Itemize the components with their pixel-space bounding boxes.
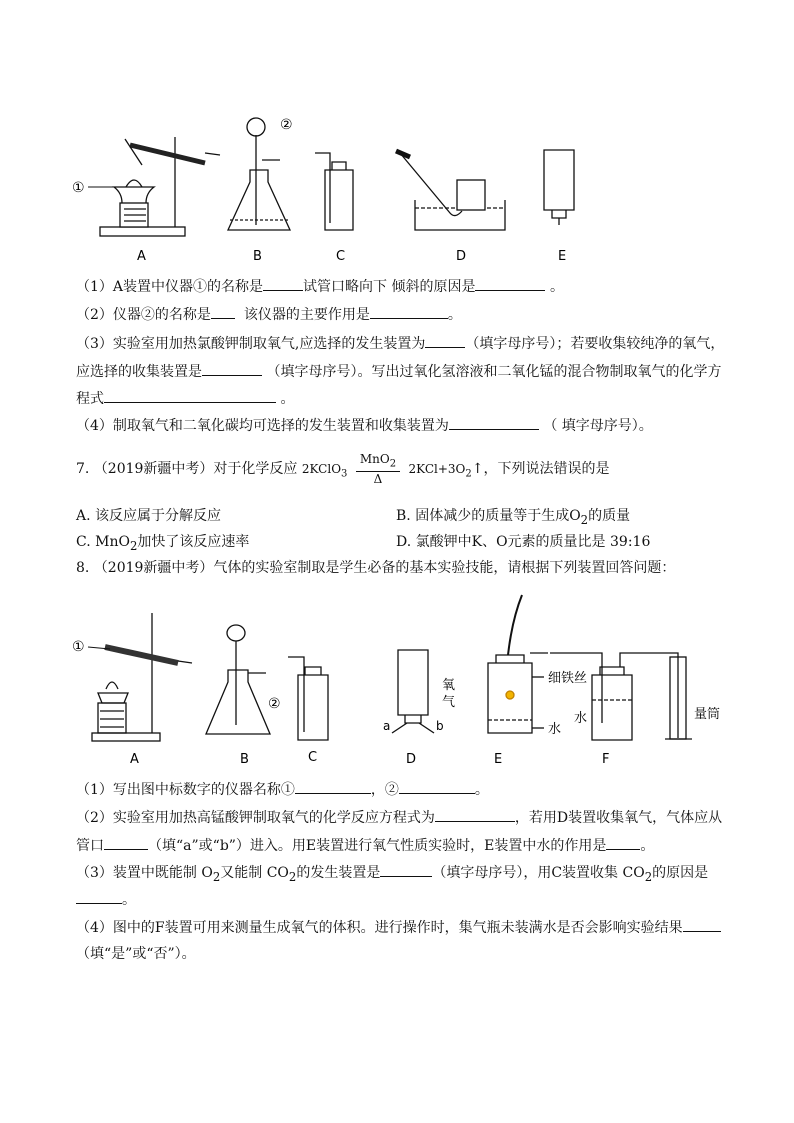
oxygen-label-1: 氧 [442, 678, 456, 693]
q8-part3-line1: （3）装置中既能制 $O_2$又能制 $CO_2$的发生装置是 （填字母序号），用C装置收集 $CO_2$的原因是 [76, 862, 708, 887]
port-a: a [383, 719, 391, 733]
q7-stem: 7. （2019新疆中考）对于化学反应 2KClO$_3$ $\frac{MnO_2}{\Delta}$ $2KCl+3O_2↑$，下列说法错误的是 [76, 451, 610, 487]
water-label-e: 水 [548, 722, 562, 737]
q7-option-b: B. 固体减少的质量等于生成$O_2$的质量 [396, 508, 631, 527]
q6-part1: （1）A装置中仪器①的名称是 试管口略向下 倾斜的原因是 。 [76, 276, 564, 297]
iron-wire-label: 细铁丝 [548, 671, 588, 686]
q7-option-d: D. 氯酸钾中K、O元素的质量比是 39:16 [396, 534, 651, 550]
q6-part2: （2）仪器②的名称是 该仪器的主要作用是 。 [76, 304, 462, 325]
q8-stem: 8. （2019新疆中考）气体的实验室制取是学生必备的基本实验技能，请根据下列装置回答问题： [76, 560, 676, 576]
port-b: b [436, 719, 444, 733]
label-E: E [558, 249, 567, 264]
q8-part1: （1）写出图中标数字的仪器名称① ，② 。 [76, 779, 489, 800]
label-A: A [137, 249, 146, 264]
label-B: B [240, 752, 249, 767]
label-F: F [602, 752, 610, 767]
marker-1: ① [72, 639, 85, 655]
stand-base [100, 227, 185, 236]
q6-part3-line3: 程式 。 [76, 388, 294, 409]
q8-part2-line1: （2）实验室用加热高锰酸钾制取氧气的化学反应方程式为 ，若用D装置收集氧气，气体应从 [76, 807, 722, 828]
oxygen-label-2: 气 [442, 695, 456, 710]
cylinder-label: 量筒 [694, 707, 721, 722]
label-C: C [308, 750, 318, 765]
apparatus-figure-1 [70, 105, 670, 267]
q6-part4: （4）制取氧气和二氧化碳均可选择的发生装置和收集装置为 （ 填字母序号）。 [76, 415, 653, 436]
label-D: D [456, 249, 467, 264]
apparatus-figure-2 [70, 585, 750, 770]
marker-1: ① [72, 180, 85, 196]
q8-part4-line1: （4）图中的F装置可用来测量生成氧气的体积。进行操作时，集气瓶未装满水是否会影响实验结果 [76, 917, 721, 938]
label-A: A [130, 752, 139, 767]
q7-option-a: A. 该反应属于分解反应 [76, 508, 222, 524]
label-D: D [406, 752, 417, 767]
marker-2: ② [268, 696, 281, 712]
q8-part3-line2: 。 [76, 889, 136, 910]
water-label-f: 水 [574, 711, 588, 726]
q8-part2-line2: 管口 （填“a”或“b”）进入。用E装置进行氧气性质实验时，E装置中水的作用是 。 [76, 835, 654, 856]
q6-part3-line1: （3）实验室用加热氯酸钾制取氧气,应选择的发生装置为 （填字母序号）；若要收集较纯净的氧气， [76, 333, 724, 354]
label-E: E [494, 752, 503, 767]
label-B: B [253, 249, 262, 264]
q8-part4-line2: （填“是”或“否”）。 [76, 946, 196, 962]
reaction-condition: $\frac{MnO_2}{\Delta}$ [356, 452, 400, 486]
q7-option-c: C. MnO$_2$加快了该反应速率 [76, 534, 250, 553]
label-C: C [336, 249, 346, 264]
q6-part3-line2: 应选择的收集装置是 （填字母序号）。写出过氧化氢溶液和二氧化锰的混合物制取氧气的化学方 [76, 361, 721, 382]
marker-2: ② [280, 117, 293, 133]
